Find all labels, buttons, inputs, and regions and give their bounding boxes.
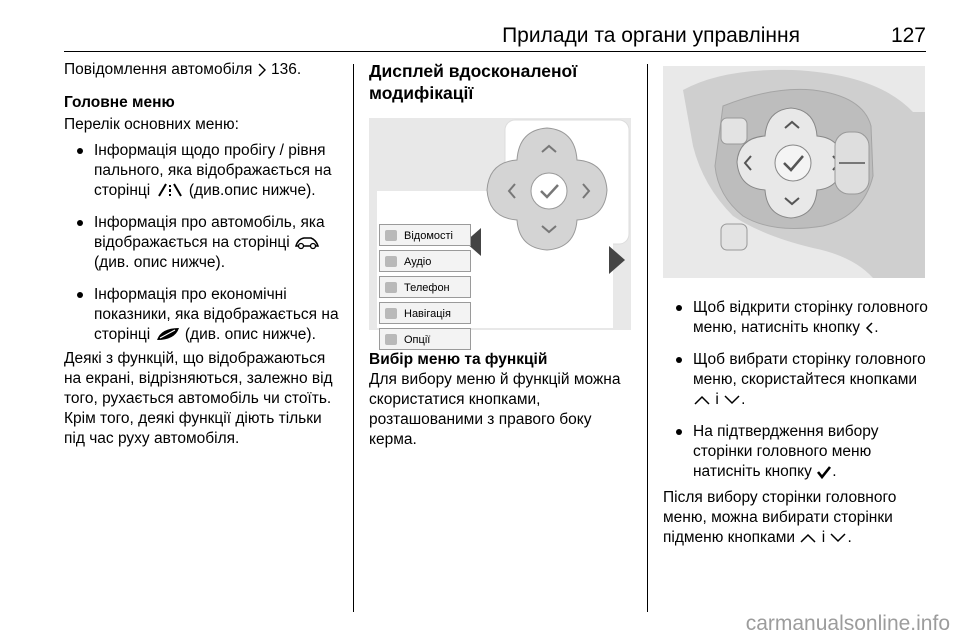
list-item [663, 422, 933, 482]
intro-text: Повідомлення автомобіля [64, 61, 253, 78]
column-divider-1 [353, 64, 354, 612]
watermark: carmanualsonline.info [745, 612, 950, 635]
menu-item-label: Навігація [404, 308, 451, 320]
closing-paragraph [663, 488, 933, 548]
page-header-title: Прилади та органи управління [502, 24, 800, 47]
list-item [64, 285, 344, 345]
audio-icon [385, 256, 397, 267]
section-heading: Дисплей вдосконаленої модифікації [369, 61, 578, 103]
menu-item-phone [379, 276, 471, 298]
intro-paragraph [64, 60, 344, 80]
menu-item-navigation [379, 302, 471, 324]
bullet-text: Інформація про автомобіль, яка відображається на сторінці [94, 214, 325, 251]
page-reference-arrow-icon [257, 63, 267, 77]
bullet-middle: і [715, 391, 719, 408]
header-rule [64, 51, 926, 52]
bullet-text: Інформація щодо пробігу / рівня пального, яка відображається на сторінці [94, 142, 332, 199]
main-menu-intro: Перелік основних меню: [64, 116, 239, 133]
chevron-up-icon [799, 531, 817, 545]
navigation-icon [385, 308, 397, 319]
main-menu-list [64, 141, 344, 345]
phone-icon [385, 282, 397, 293]
chevron-down-icon [723, 393, 741, 407]
menu-item-options [379, 328, 471, 350]
subheading: Вибір меню та функцій [369, 351, 548, 368]
menu-item-info [379, 224, 471, 246]
middle-column [369, 60, 637, 463]
info-icon [385, 230, 397, 241]
list-item [663, 350, 933, 410]
closing-text: Після вибору сторінки головного меню, можна вибирати сторінки підменю кнопками [663, 489, 897, 546]
closing-middle: і [821, 529, 826, 546]
checkmark-icon [816, 465, 832, 479]
right-bullet-list [663, 298, 933, 482]
bullet-end: . [874, 319, 879, 336]
bullet-text: Щоб вибрати сторінку головного меню, скористайтеся кнопками [693, 351, 926, 388]
main-menu-heading: Головне меню [64, 94, 175, 111]
bullet-end: . [741, 391, 746, 408]
intro-page-ref: 136. [270, 61, 302, 78]
bullet-suffix: (див. опис нижче). [184, 326, 316, 343]
bullet-text: На підтвердження вибору сторінки головного меню натисніть кнопку [693, 423, 879, 480]
vehicle-info-page-icon [294, 234, 320, 250]
list-item [663, 298, 933, 338]
closing-paragraph: Деякі з функцій, що відображаються на екрані, відрізняються, залежно від того, рухається автомобіль чи стоїть. Крім того, деякі функції діють тільки під час руху автомобіля. [64, 350, 333, 447]
body-paragraph: Для вибору меню й функцій можна скористатися кнопками, розташованими з правого боку керма. [369, 371, 621, 448]
eco-info-page-icon [155, 326, 181, 342]
list-item [64, 141, 344, 201]
left-column [64, 60, 344, 462]
menu-item-audio [379, 250, 471, 272]
bullet-suffix: (див.опис нижче). [188, 182, 316, 199]
list-item [64, 213, 344, 273]
bullet-text: Інформація про економічні показники, яка відображається на сторінці [94, 286, 339, 343]
menu-item-label: Відомості [404, 230, 453, 242]
bullet-end: . [832, 463, 837, 480]
options-icon [385, 334, 397, 345]
fuel-range-page-icon [155, 182, 185, 198]
steering-wheel-controls-illustration [663, 66, 925, 278]
steering-wheel-figure [663, 66, 925, 278]
chevron-left-icon [864, 321, 874, 335]
right-column [663, 66, 933, 561]
menu-item-label: Телефон [404, 282, 450, 294]
menu-item-label: Опції [404, 334, 431, 346]
column-divider-2 [647, 64, 648, 612]
bullet-suffix: (див. опис нижче). [94, 254, 226, 271]
uplevel-display-figure [369, 118, 631, 346]
menu-item-label: Аудіо [404, 256, 432, 268]
page-number: 127 [890, 24, 926, 47]
bullet-text: Щоб відкрити сторінку головного меню, натисніть кнопку [693, 299, 928, 336]
chevron-down-icon [829, 531, 847, 545]
closing-end: . [847, 529, 852, 546]
chevron-up-icon [693, 393, 711, 407]
